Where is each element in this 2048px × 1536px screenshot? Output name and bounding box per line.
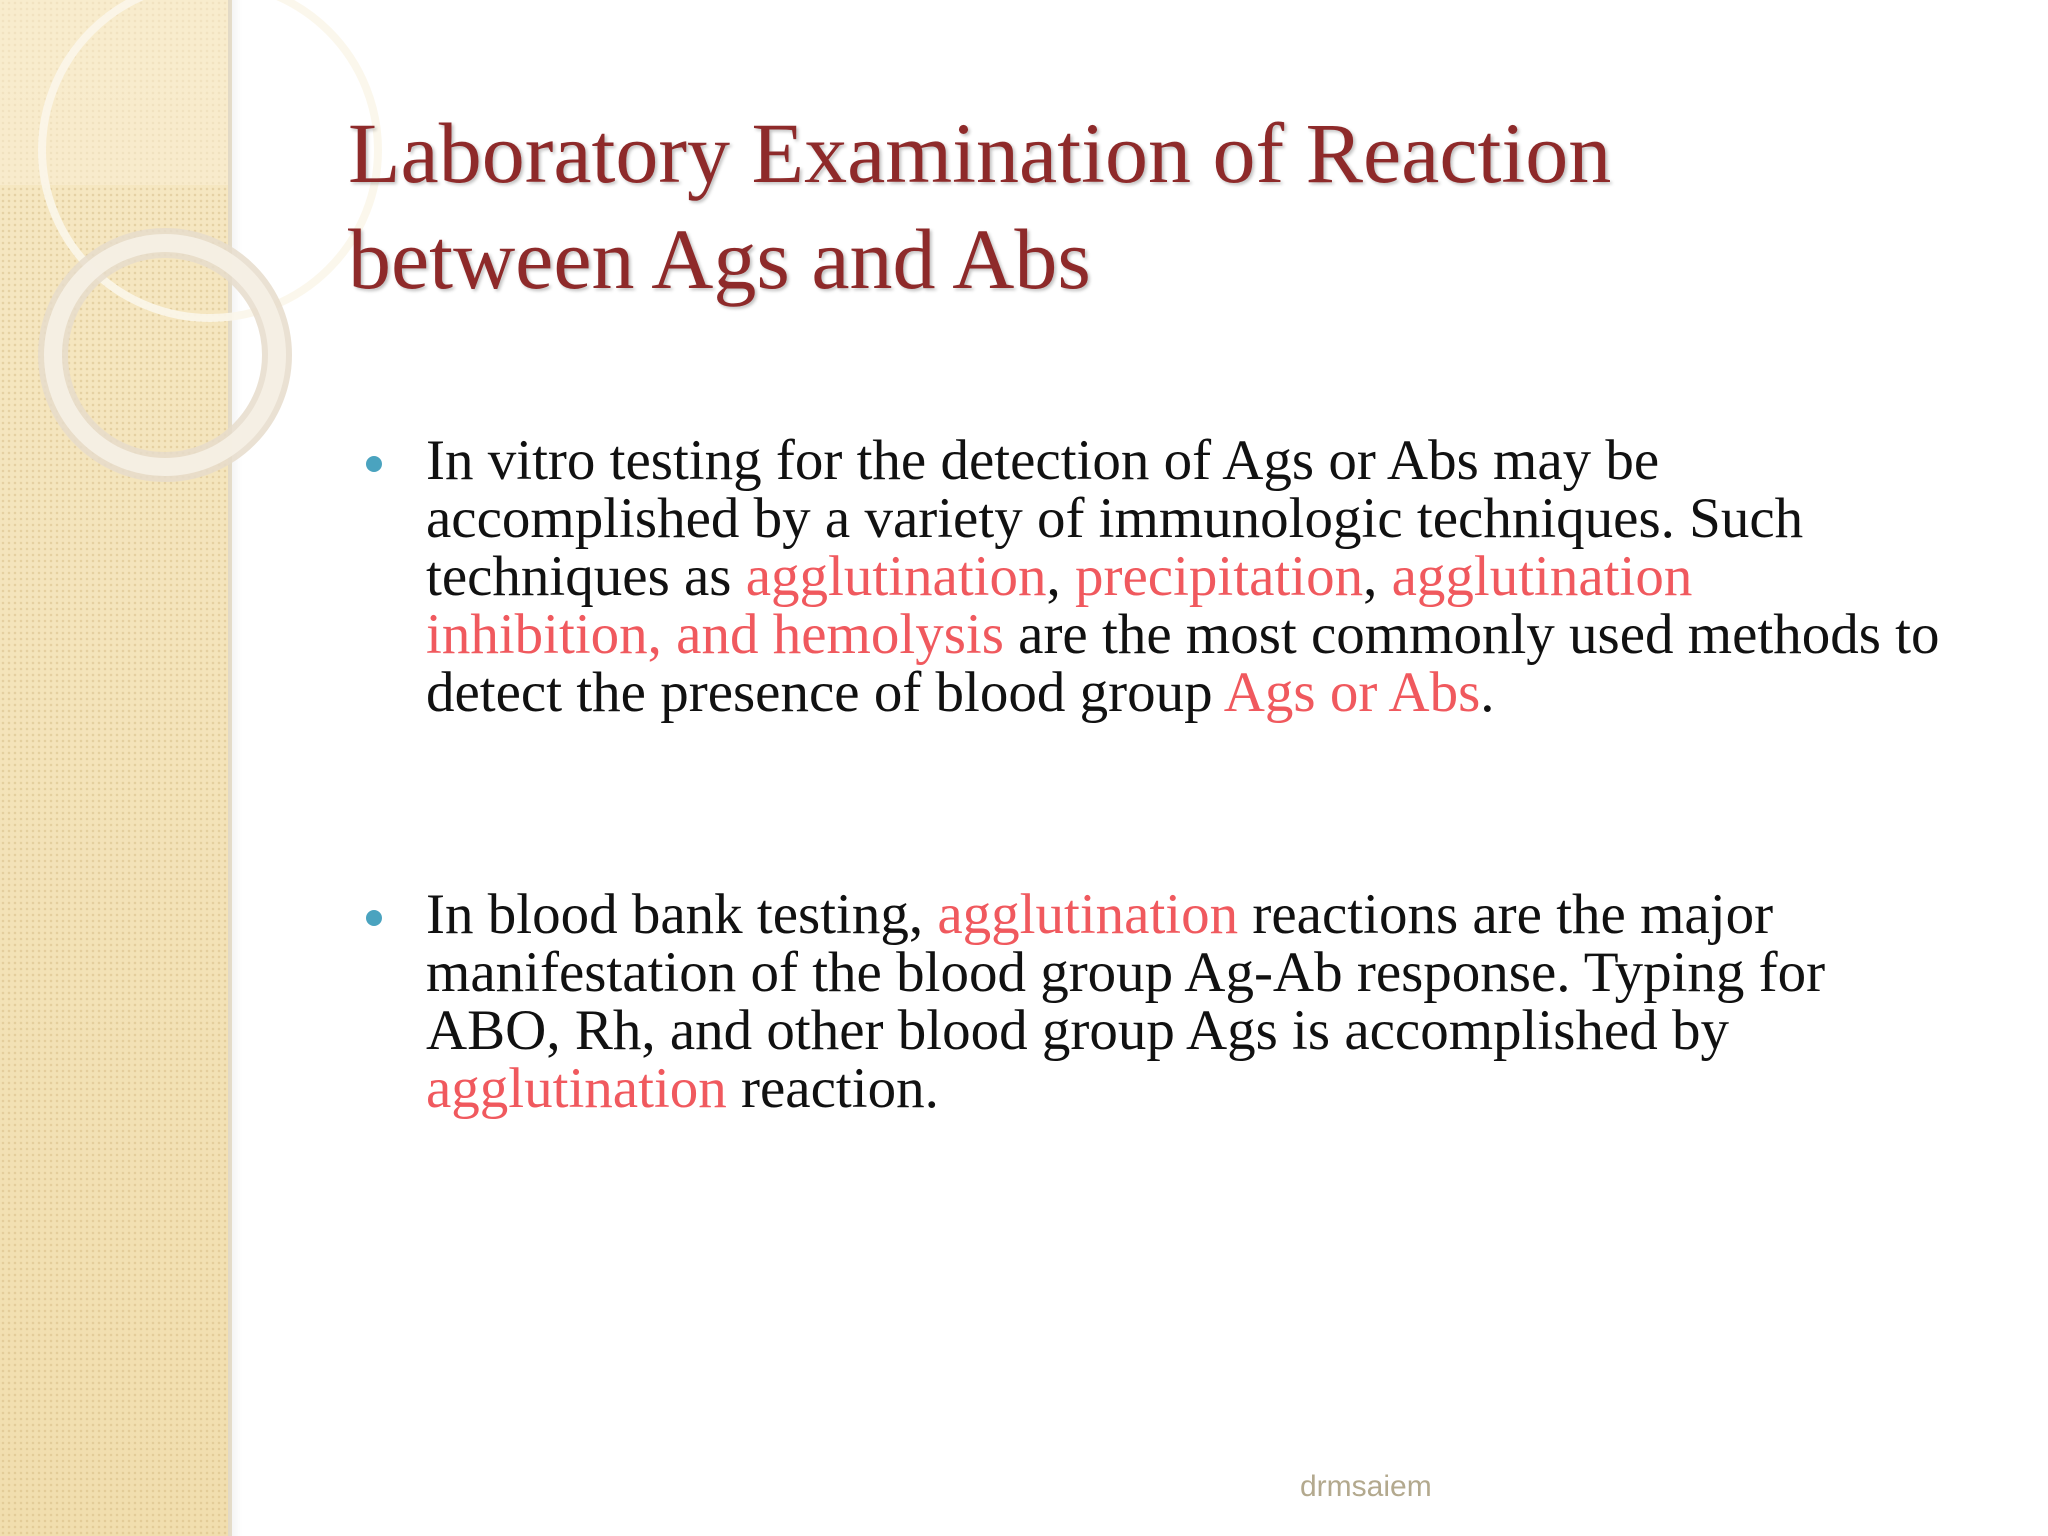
bullet-dot-icon xyxy=(366,456,382,472)
decorative-side-band xyxy=(0,0,232,1536)
highlight-term: agglutination xyxy=(426,1057,727,1120)
bullet-text: , xyxy=(1363,545,1392,608)
bullet-item-blood-bank-testing xyxy=(360,883,1940,1120)
slide-title-line-2: between Ags and Abs xyxy=(348,211,1091,307)
bullet-text: reactions are the major manifestation of the blood group Ag-Ab response. Typing for ABO, Rh, and other blood group Ags is accomplished by xyxy=(426,883,1826,1062)
bullet-list xyxy=(360,429,1940,1120)
bullet-item-in-vitro-testing xyxy=(360,429,1940,724)
footer-author: drmsaiem xyxy=(1300,1470,1432,1503)
highlight-term: agglutination xyxy=(745,545,1047,608)
bullet-text: reaction. xyxy=(726,1057,939,1120)
highlight-term: agglutination xyxy=(937,883,1239,946)
bullet-text: . xyxy=(1480,661,1495,724)
highlight-term: precipitation xyxy=(1075,545,1364,608)
highlight-term: Ags or Abs xyxy=(1223,661,1481,724)
slide-title-line-1: Laboratory Examination of Reaction xyxy=(348,105,1612,201)
side-band-shadow xyxy=(228,0,242,1536)
bullet-text: are the most commonly used methods to detect the presence of blood group xyxy=(426,603,1940,724)
slide-title xyxy=(348,100,1908,312)
bullet-text: In vitro testing for the detection of Ags or Abs may be accomplished by a variety of immunologic techniques. Such techniques as xyxy=(426,429,1804,608)
highlight-term: agglutination inhibition, and hemolysis xyxy=(426,545,1693,666)
bullet-text: , xyxy=(1046,545,1076,608)
bullet-text: In blood bank testing, xyxy=(426,883,938,946)
bullet-dot-icon xyxy=(366,910,382,926)
